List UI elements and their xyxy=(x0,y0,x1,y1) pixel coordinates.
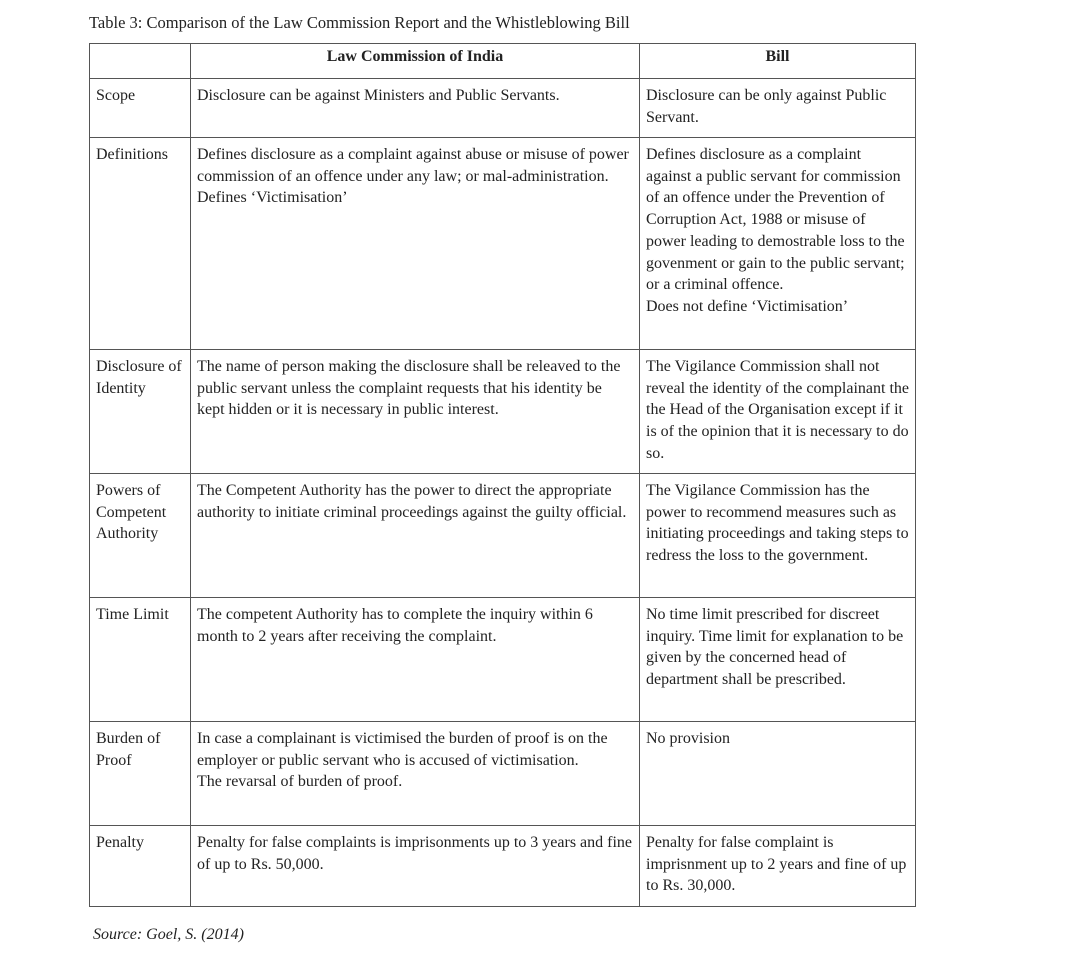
table-row xyxy=(90,722,916,826)
law-text: The Competent Authority has the power to direct the appropriate authority to initiate criminal proceedings against the guilty official. xyxy=(197,482,627,521)
law-cell xyxy=(191,138,640,350)
law-cell xyxy=(191,79,640,138)
row-label: Powers of Competent Authority xyxy=(90,474,191,598)
law-text: The competent Authority has to complete the inquiry within 6 month to 2 years after receiving the complaint. xyxy=(197,606,593,645)
bill-cell xyxy=(640,79,916,138)
bill-text: Penalty for false complaint is imprisnment up to 2 years and fine of up to Rs. 30,000. xyxy=(646,834,907,895)
bill-text: Defines disclosure as a complaint against a public servant for commission of an offence under the Prevention of Corruption Act, 1988 or misuse of power leading to demostrable loss to the govenment or gain to the public servant; or a criminal offence. xyxy=(646,146,905,294)
row-label: Time Limit xyxy=(90,598,191,722)
bill-cell xyxy=(640,138,916,350)
row-label: Penalty xyxy=(90,826,191,907)
row-label: Disclosure of Identity xyxy=(90,350,191,474)
row-label: Burden of Proof xyxy=(90,722,191,826)
law-text: Defines disclosure as a complaint against abuse or misuse of power commission of an offence under any law; or mal-administration. xyxy=(197,146,629,185)
bill-text: No time limit prescribed for discreet inquiry. Time limit for explanation to be given by the concerned head of department shall be prescribed. xyxy=(646,606,904,689)
comparison-table xyxy=(89,43,916,907)
row-label: Scope xyxy=(90,79,191,138)
law-cell xyxy=(191,826,640,907)
table-row xyxy=(90,474,916,598)
table-caption: Table 3: Comparison of the Law Commission Report and the Whistleblowing Bill xyxy=(89,13,630,32)
law-text: In case a complainant is victimised the burden of proof is on the employer or public servant who is accused of victimisation. xyxy=(197,730,608,769)
law-cell xyxy=(191,474,640,598)
bill-text: The Vigilance Commission has the power to recommend measures such as initiating proceedings and taking steps to redress the loss to the government. xyxy=(646,482,909,565)
header-empty xyxy=(90,44,191,79)
bill-cell xyxy=(640,474,916,598)
law-text: Defines ‘Victimisation’ xyxy=(197,189,348,207)
law-cell xyxy=(191,598,640,722)
table-row xyxy=(90,350,916,474)
law-text: The name of person making the disclosure shall be releaved to the public servant unless the complaint requests that his identity be kept hidden or it is necessary in public interest. xyxy=(197,358,621,419)
header-law-commission: Law Commission of India xyxy=(191,44,640,79)
law-cell xyxy=(191,722,640,826)
source-note: Source: Goel, S. (2014) xyxy=(93,926,244,943)
table-row xyxy=(90,826,916,907)
bill-text: Disclosure can be only against Public Servant. xyxy=(646,87,887,126)
bill-cell xyxy=(640,350,916,474)
table-row xyxy=(90,598,916,722)
law-text: Disclosure can be against Ministers and Public Servants. xyxy=(197,87,560,104)
bill-cell xyxy=(640,826,916,907)
table-row xyxy=(90,79,916,138)
bill-text: The Vigilance Commission shall not reveal the identity of the complainant the the Head of the Organisation except if it is of the opinion that it is necessary to do so. xyxy=(646,358,910,462)
bill-cell xyxy=(640,722,916,826)
table-row xyxy=(90,138,916,350)
law-cell xyxy=(191,350,640,474)
law-text: The revarsal of burden of proof. xyxy=(197,773,403,791)
row-label: Definitions xyxy=(90,138,191,350)
header-bill: Bill xyxy=(640,44,916,79)
bill-cell xyxy=(640,598,916,722)
table-header-row xyxy=(90,44,916,79)
law-text: Penalty for false complaints is imprisonments up to 3 years and fine of up to Rs. 50,000. xyxy=(197,834,633,873)
bill-text: Does not define ‘Victimisation’ xyxy=(646,297,849,315)
bill-text: No provision xyxy=(646,730,730,747)
